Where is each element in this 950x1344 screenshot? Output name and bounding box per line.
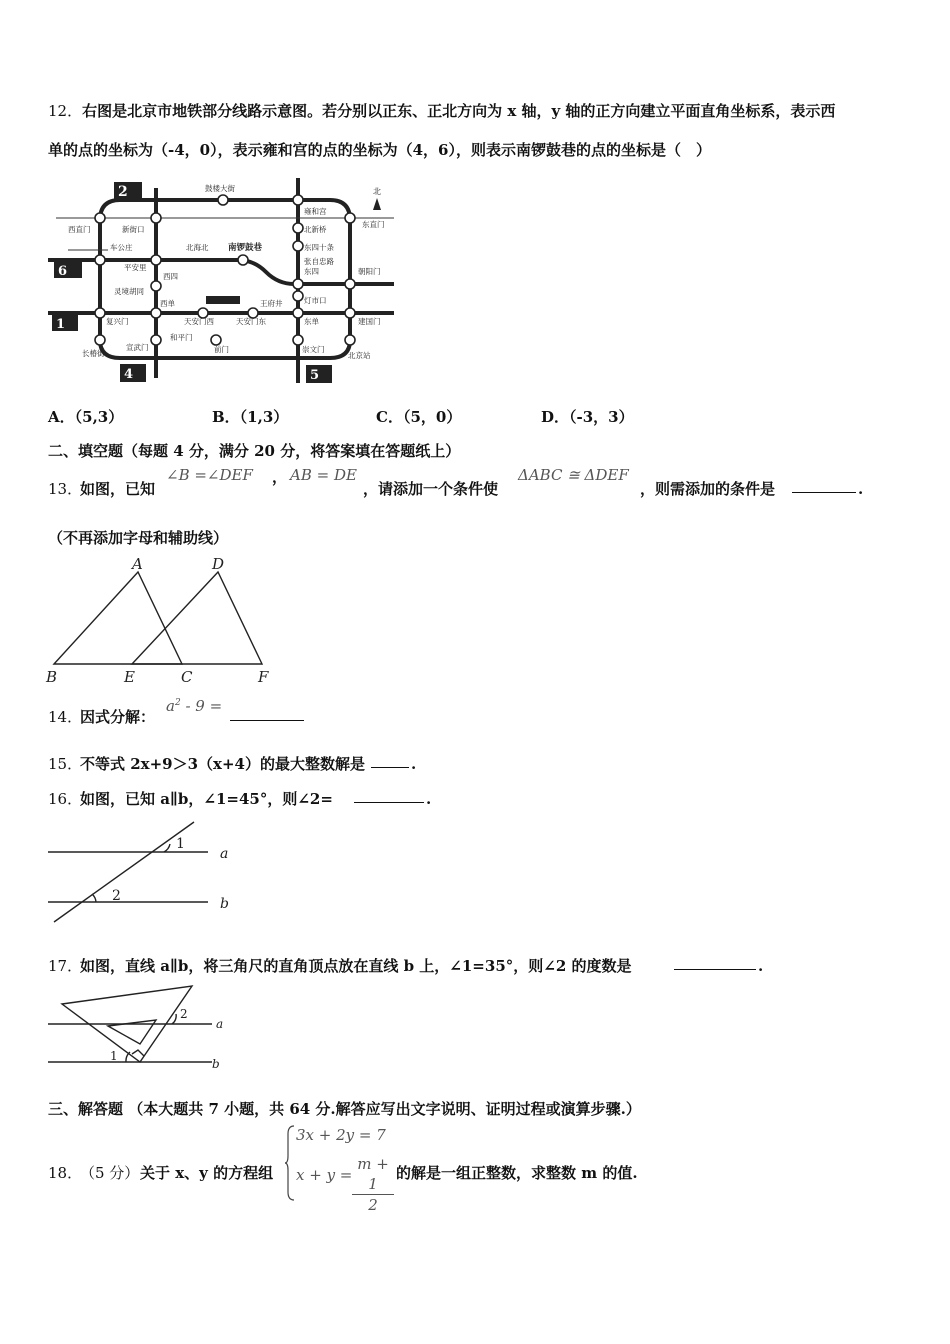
map-station: 东四十条 bbox=[304, 243, 334, 252]
angle-1-label: 1 bbox=[110, 1049, 118, 1063]
q16-text: 如图，已知 a∥b，∠1=45°，则∠2= bbox=[80, 790, 333, 808]
q18-fraction-numerator: m + 1 bbox=[352, 1154, 394, 1195]
map-station: 北海北 bbox=[186, 243, 209, 252]
q18-text-1: 关于 x、y 的方程组 bbox=[140, 1164, 274, 1182]
q15-text: 不等式 2x+9＞3（x+4）的最大整数解是 bbox=[80, 755, 365, 773]
q18-equation-1: 3x + 2y = 7 bbox=[296, 1126, 386, 1144]
q13-text-2: ，请添加一个条件使 bbox=[363, 480, 499, 498]
triangle-abc bbox=[54, 572, 182, 664]
q18-fraction bbox=[352, 1154, 394, 1215]
q15-number: 15． bbox=[48, 755, 83, 773]
map-station: 西单 bbox=[160, 299, 175, 308]
q15-answer-blank[interactable] bbox=[371, 753, 409, 772]
line-a-label: a bbox=[216, 1017, 224, 1031]
q12-text-line2: 单的点的坐标为（-4，0），表示雍和宫的点的坐标为（4，6），则表示南锣鼓巷的点的坐标是（ ） bbox=[48, 141, 711, 159]
north-label: 北 bbox=[373, 187, 381, 196]
q12-text-line1: 右图是北京市地铁部分线路示意图。若分别以正东、正北方向为 x 轴，y 轴的正方向建立平面直角坐标系，表示西 bbox=[82, 102, 836, 120]
q13-math-congruent: ΔABC ≅ ΔDEF bbox=[518, 466, 629, 484]
q17-text: 如图，直线 a∥b，将三角尺的直角顶点放在直线 b 上，∠1=35°，则∠2 的度数是 bbox=[80, 957, 632, 975]
badge-line-6: 6 bbox=[58, 264, 68, 279]
q14-expression bbox=[166, 697, 222, 715]
map-station: 建国门 bbox=[358, 317, 381, 326]
map-station: 和平门 bbox=[170, 333, 193, 342]
map-station: 宣武门 bbox=[126, 343, 149, 352]
section3-title: 三、解答题 （本大题共 7 小题，共 64 分.解答应写出文字说明、证明过程或演算步骤.） bbox=[48, 1100, 641, 1118]
q12-line1 bbox=[48, 100, 835, 122]
q16-answer-blank[interactable] bbox=[354, 788, 424, 807]
map-station: 王府井 bbox=[260, 299, 283, 308]
angle-1-label: 1 bbox=[176, 836, 185, 852]
q12-number: 12． bbox=[48, 102, 83, 120]
q17-set-square-figure bbox=[44, 982, 234, 1074]
label-b: B bbox=[46, 668, 58, 686]
line-b-label: b bbox=[220, 896, 229, 912]
q14-answer-blank[interactable] bbox=[230, 706, 304, 725]
map-station: 东直门 bbox=[362, 220, 385, 229]
q13-text-1: 如图，已知 bbox=[80, 480, 156, 498]
q14-text: 因式分解： bbox=[80, 708, 156, 726]
triangle-def bbox=[132, 572, 262, 664]
q12-option-b: B．（1,3） bbox=[212, 408, 289, 426]
q16-end: . bbox=[426, 790, 432, 808]
q13-separator: ， bbox=[272, 468, 288, 486]
q17-end: . bbox=[758, 957, 764, 975]
angle-1-arc bbox=[164, 844, 170, 852]
q17-answer-blank[interactable] bbox=[674, 955, 756, 974]
q18-text-2: 的解是一组正整数，求整数 m 的值. bbox=[396, 1164, 638, 1182]
map-station: 平安里 bbox=[124, 263, 147, 272]
q16-parallel-figure bbox=[44, 818, 244, 926]
angle-2-label: 2 bbox=[112, 888, 121, 904]
map-station: 鼓楼大街 bbox=[205, 184, 235, 193]
right-angle-mark bbox=[132, 1050, 144, 1056]
q13-math-sides: AB = DE bbox=[290, 466, 357, 484]
q12-option-a: A．（5,3） bbox=[48, 408, 124, 426]
badge-line-2: 2 bbox=[118, 184, 128, 200]
q18-fraction-denominator: 2 bbox=[368, 1196, 378, 1214]
q13-note: （不再添加字母和辅助线） bbox=[48, 529, 229, 547]
q13-math-angle: ∠B =∠DEF bbox=[166, 466, 253, 484]
map-station: 前门 bbox=[214, 345, 229, 354]
map-station: 车公庄 bbox=[110, 243, 133, 252]
map-station: 长椿街 bbox=[82, 349, 105, 358]
subway-map bbox=[48, 178, 394, 390]
label-c: C bbox=[181, 668, 193, 686]
q17-number: 17． bbox=[48, 957, 83, 975]
q14-expr-rest: - 9 = bbox=[180, 697, 223, 715]
map-station: 西四 bbox=[163, 272, 178, 281]
map-station: 北京站 bbox=[348, 351, 371, 360]
q12-option-c: C．（5，0） bbox=[376, 408, 462, 426]
map-station: 北新桥 bbox=[304, 225, 327, 234]
label-e: E bbox=[124, 668, 135, 686]
q18-system-brace bbox=[284, 1124, 296, 1202]
label-a: A bbox=[132, 555, 143, 573]
label-f: F bbox=[258, 668, 269, 686]
q14-expr-sup: 2 bbox=[174, 698, 181, 708]
q14-number: 14． bbox=[48, 708, 83, 726]
map-station: 新街口 bbox=[122, 225, 145, 234]
line-b-label: b bbox=[212, 1057, 220, 1071]
q13-text-3: ，则需添加的条件是 bbox=[640, 480, 776, 498]
map-station: 灯市口 bbox=[304, 296, 327, 305]
badge-line-5: 5 bbox=[310, 368, 320, 383]
q16-number: 16． bbox=[48, 790, 83, 808]
angle-2-label: 2 bbox=[180, 1007, 188, 1021]
map-station: 西直门 bbox=[68, 225, 91, 234]
angle-1-arc bbox=[126, 1052, 130, 1062]
q13-triangle-figure bbox=[40, 554, 280, 688]
badge-line-1: 1 bbox=[56, 317, 66, 332]
map-station: 天安门东 bbox=[236, 317, 266, 326]
q13-number: 13． bbox=[48, 480, 83, 498]
badge-line-4: 4 bbox=[124, 367, 134, 382]
line-a-label: a bbox=[220, 846, 229, 862]
map-station: 雍和宫 bbox=[304, 207, 327, 216]
q18-number: 18． bbox=[48, 1164, 83, 1182]
q15-end: . bbox=[411, 755, 417, 773]
map-station: 东四 bbox=[304, 267, 319, 276]
q12-option-d: D．（-3，3） bbox=[541, 408, 634, 426]
q13-answer-blank[interactable] bbox=[792, 478, 856, 497]
label-d: D bbox=[212, 555, 225, 573]
map-station: 东单 bbox=[304, 317, 319, 326]
q13-end: . bbox=[858, 480, 864, 498]
map-station: 天安门西 bbox=[184, 317, 214, 326]
transversal bbox=[54, 822, 194, 922]
q14-expr-base: a bbox=[166, 697, 175, 715]
map-station: 南锣鼓巷 bbox=[228, 243, 263, 253]
map-station: 灵境胡同 bbox=[114, 287, 144, 296]
q18-equation-2-left: x + y = bbox=[296, 1166, 353, 1184]
map-station: 崇文门 bbox=[302, 345, 325, 354]
q18-score: （5 分） bbox=[80, 1164, 140, 1182]
angle-2-arc bbox=[92, 894, 96, 902]
map-station: 张自忠路 bbox=[304, 257, 334, 266]
map-station: 复兴门 bbox=[106, 317, 129, 326]
map-station: 朝阳门 bbox=[358, 267, 381, 276]
section2-title: 二、填空题（每题 4 分，满分 20 分，将答案填在答题纸上） bbox=[48, 442, 461, 460]
